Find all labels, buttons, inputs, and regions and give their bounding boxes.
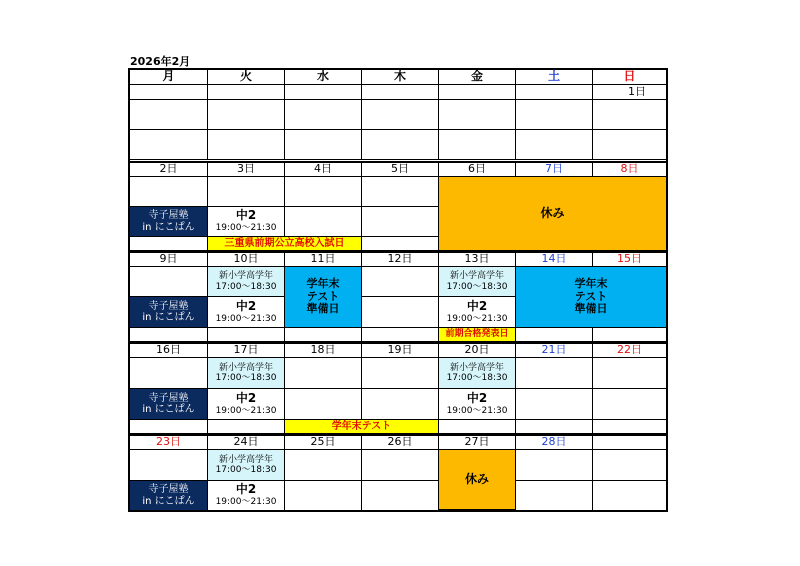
empty-cell — [593, 450, 666, 481]
empty-cell — [516, 100, 593, 130]
date-27: 27日 — [439, 436, 516, 450]
chu2-event — [208, 481, 285, 510]
empty-cell — [362, 237, 439, 251]
empty-cell — [516, 450, 593, 481]
empty-cell — [362, 207, 439, 237]
empty-cell — [439, 420, 516, 434]
shinsho-time: 17:00～18:30 — [215, 281, 277, 292]
terakoya-event — [130, 207, 208, 237]
date-cell — [362, 85, 439, 100]
terakoya-place: in にこぱん — [142, 221, 195, 233]
year-end-test-banner: 学年末テスト — [285, 420, 439, 434]
date-16: 16日 — [130, 344, 208, 358]
empty-cell — [439, 130, 516, 160]
date-cell — [130, 85, 208, 100]
shinsho-event — [208, 358, 285, 389]
empty-cell — [208, 177, 285, 207]
empty-cell — [208, 328, 285, 342]
empty-cell — [130, 130, 208, 160]
date-12: 12日 — [362, 253, 439, 267]
chu2-time: 19:00～21:30 — [215, 223, 277, 234]
empty-cell — [130, 100, 208, 130]
prep-day-block — [285, 267, 362, 328]
empty-cell — [593, 389, 666, 420]
weekday-tue: 火 — [208, 70, 285, 85]
empty-cell — [516, 420, 593, 434]
weekday-fri: 金 — [439, 70, 516, 85]
date-14: 14日 — [516, 253, 593, 267]
terakoya-event — [130, 297, 208, 328]
weekday-sun: 日 — [593, 70, 666, 85]
empty-cell — [593, 100, 666, 130]
chu2-label: 中2 — [235, 390, 257, 405]
date-25: 25日 — [285, 436, 362, 450]
empty-cell — [208, 420, 285, 434]
date-4: 4日 — [285, 163, 362, 177]
empty-cell — [285, 389, 362, 420]
chu2-time: 19:00～21:30 — [446, 405, 508, 416]
date-13: 13日 — [439, 253, 516, 267]
chu2-time: 19:00～21:30 — [215, 497, 277, 508]
chu2-label: 中2 — [235, 298, 257, 313]
prep-line: 学年末 — [306, 277, 340, 291]
shinsho-event — [208, 450, 285, 481]
empty-cell — [439, 100, 516, 130]
empty-cell — [362, 481, 439, 510]
empty-cell — [362, 328, 439, 342]
date-11: 11日 — [285, 253, 362, 267]
empty-cell — [362, 177, 439, 207]
terakoya-name: 寺子屋塾 — [148, 210, 189, 221]
shinsho-label: 新小学高学年 — [449, 271, 504, 282]
chu2-time: 19:00～21:30 — [215, 313, 277, 324]
date-26: 26日 — [362, 436, 439, 450]
empty-cell — [285, 100, 362, 130]
shinsho-label: 新小学高学年 — [218, 454, 273, 465]
terakoya-event — [130, 481, 208, 510]
chu2-event — [208, 389, 285, 420]
shinsho-label: 新小学高学年 — [449, 362, 504, 373]
empty-cell — [285, 130, 362, 160]
shinsho-time: 17:00～18:30 — [446, 281, 508, 292]
date-17: 17日 — [208, 344, 285, 358]
shinsho-time: 17:00～18:30 — [215, 373, 277, 383]
shinsho-label: 新小学高学年 — [218, 271, 273, 282]
date-3: 3日 — [208, 163, 285, 177]
empty-cell — [285, 358, 362, 389]
empty-cell — [208, 130, 285, 160]
chu2-event — [208, 207, 285, 237]
date-2: 2日 — [130, 163, 208, 177]
chu2-time: 19:00～21:30 — [215, 405, 277, 416]
empty-cell — [208, 100, 285, 130]
empty-cell — [130, 358, 208, 389]
empty-cell — [362, 450, 439, 481]
date-20: 20日 — [439, 344, 516, 358]
empty-cell — [516, 481, 593, 510]
date-23: 23日 — [130, 436, 208, 450]
mie-exam-banner: 三重県前期公立高校入試日 — [208, 237, 362, 251]
empty-cell — [362, 358, 439, 389]
empty-cell — [593, 358, 666, 389]
shinsho-event — [439, 358, 516, 389]
empty-cell — [130, 328, 208, 342]
weekday-wed: 水 — [285, 70, 362, 85]
terakoya-place: in にこぱん — [142, 404, 195, 415]
empty-cell — [130, 177, 208, 207]
date-9: 9日 — [130, 253, 208, 267]
empty-cell — [593, 481, 666, 510]
holiday-block: 休み — [439, 450, 516, 510]
date-5: 5日 — [362, 163, 439, 177]
date-10: 10日 — [208, 253, 285, 267]
prep-line: テスト — [306, 289, 340, 303]
date-cell — [285, 85, 362, 100]
chu2-event — [439, 389, 516, 420]
weekday-sat: 土 — [516, 70, 593, 85]
date-1: 1日 — [593, 85, 666, 100]
empty-cell — [130, 450, 208, 481]
empty-cell — [593, 130, 666, 160]
date-cell — [439, 85, 516, 100]
chu2-label: 中2 — [466, 298, 488, 313]
terakoya-place: in にこぱん — [142, 312, 195, 323]
empty-cell — [362, 267, 439, 297]
date-cell — [208, 85, 285, 100]
empty-cell — [516, 328, 593, 342]
empty-cell — [362, 389, 439, 420]
terakoya-name: 寺子屋塾 — [148, 392, 189, 404]
calendar-title: 2026年2月 — [130, 55, 191, 68]
shinsho-time: 17:00～18:30 — [446, 373, 508, 383]
shinsho-time: 17:00～18:30 — [215, 465, 277, 475]
chu2-label: 中2 — [466, 390, 488, 405]
empty-cell — [285, 207, 362, 237]
empty-cell — [593, 328, 666, 342]
empty-cell — [285, 450, 362, 481]
date-cell — [593, 436, 666, 450]
date-15: 15日 — [593, 253, 666, 267]
date-21: 21日 — [516, 344, 593, 358]
date-cell — [516, 85, 593, 100]
results-banner: 前期合格発表日 — [439, 328, 516, 342]
empty-cell — [362, 297, 439, 328]
terakoya-event — [130, 389, 208, 420]
date-22: 22日 — [593, 344, 666, 358]
chu2-label: 中2 — [235, 482, 257, 497]
empty-cell — [516, 389, 593, 420]
empty-cell — [285, 481, 362, 510]
date-24: 24日 — [208, 436, 285, 450]
terakoya-name: 寺子屋塾 — [148, 300, 189, 312]
shinsho-event — [439, 267, 516, 297]
chu2-event — [208, 297, 285, 328]
chu2-time: 19:00～21:30 — [446, 313, 508, 324]
empty-cell — [285, 328, 362, 342]
prep-line: 準備日 — [574, 302, 608, 316]
date-8: 8日 — [593, 163, 666, 177]
terakoya-name: 寺子屋塾 — [148, 484, 189, 495]
chu2-event — [439, 297, 516, 328]
shinsho-event — [208, 267, 285, 297]
terakoya-place: in にこぱん — [142, 495, 195, 507]
empty-cell — [362, 130, 439, 160]
empty-cell — [516, 358, 593, 389]
date-18: 18日 — [285, 344, 362, 358]
prep-day-block — [516, 267, 666, 328]
date-28: 28日 — [516, 436, 593, 450]
weekday-mon: 月 — [130, 70, 208, 85]
empty-cell — [130, 420, 208, 434]
date-19: 19日 — [362, 344, 439, 358]
holiday-block: 休み — [439, 177, 666, 251]
empty-cell — [593, 420, 666, 434]
empty-cell — [130, 267, 208, 297]
prep-line: 準備日 — [306, 302, 340, 316]
empty-cell — [285, 177, 362, 207]
chu2-label: 中2 — [235, 208, 257, 223]
prep-line: 学年末 — [574, 277, 608, 291]
shinsho-label: 新小学高学年 — [218, 362, 273, 373]
empty-cell — [516, 130, 593, 160]
date-6: 6日 — [439, 163, 516, 177]
empty-cell — [130, 237, 208, 251]
empty-cell — [362, 100, 439, 130]
calendar-grid — [128, 68, 668, 512]
date-7: 7日 — [516, 163, 593, 177]
prep-line: テスト — [574, 289, 608, 303]
weekday-thu: 木 — [362, 70, 439, 85]
